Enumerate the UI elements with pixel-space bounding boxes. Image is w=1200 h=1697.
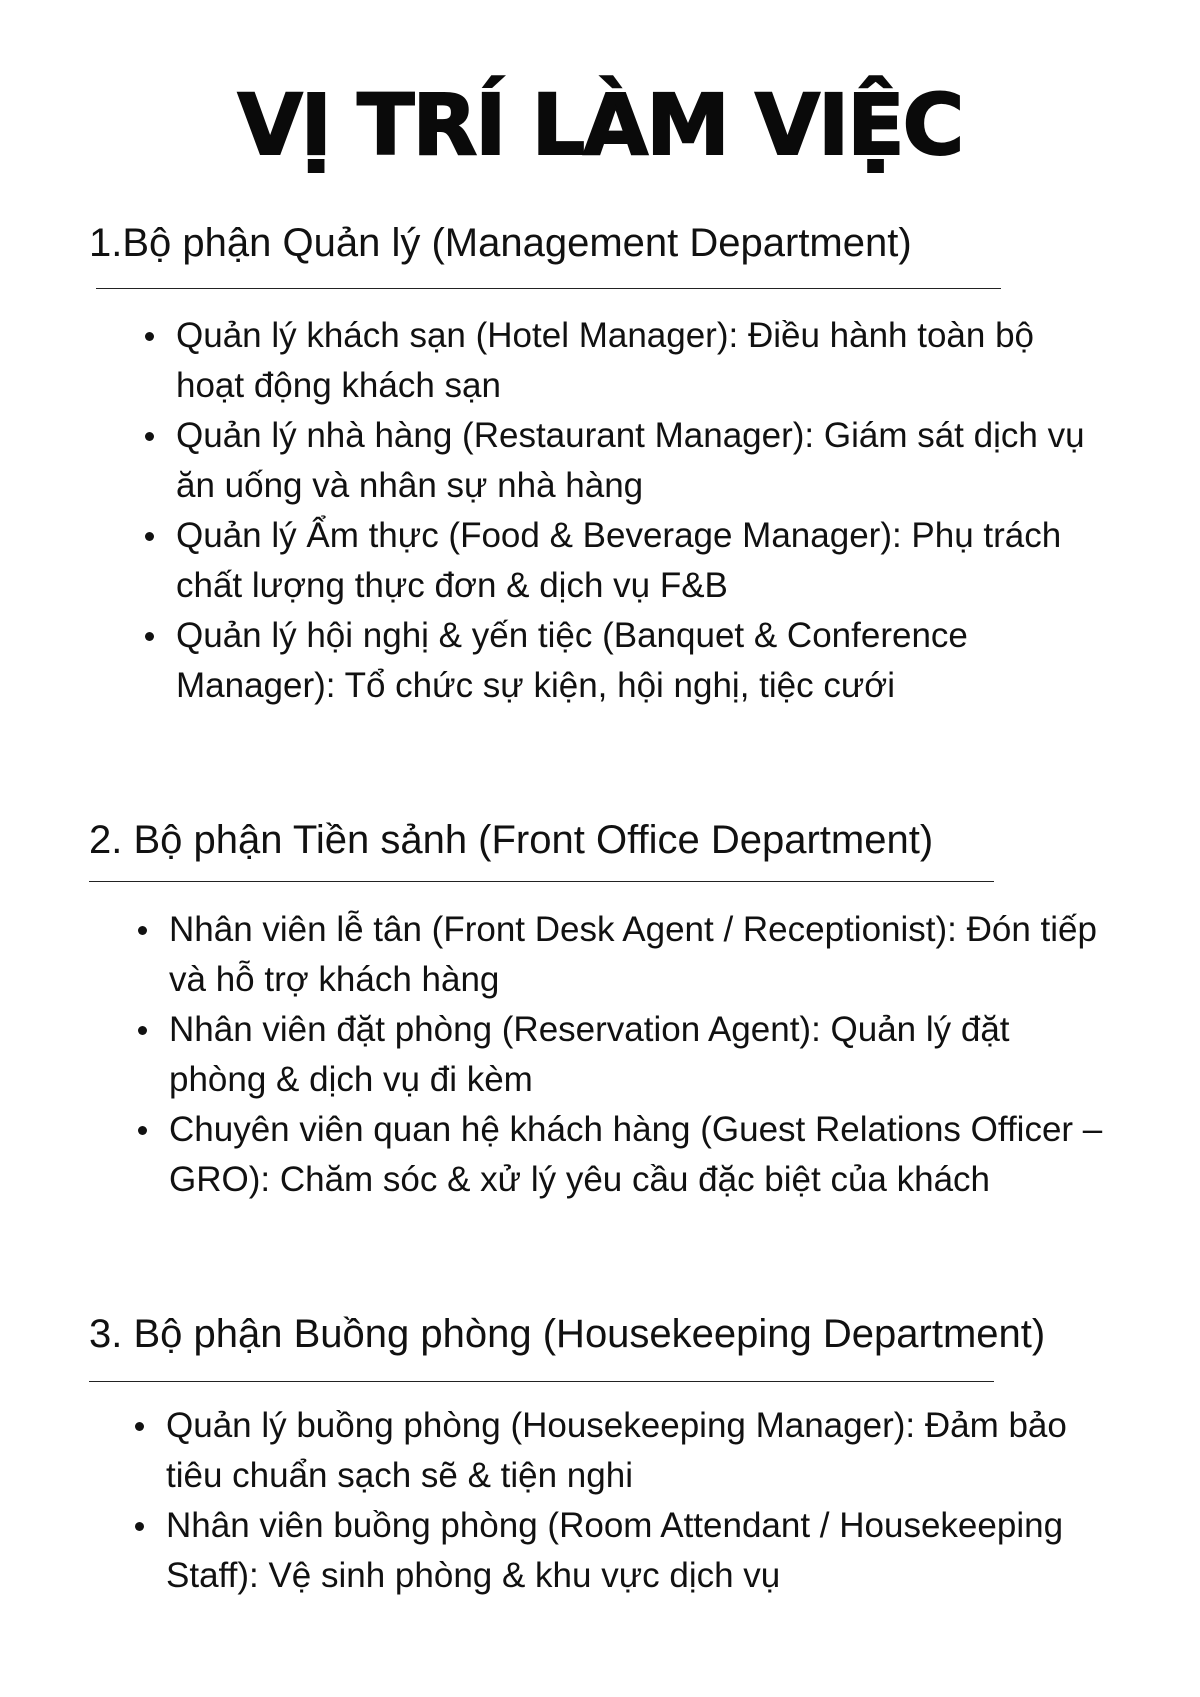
section-management bbox=[0, 218, 1200, 711]
bullet-icon bbox=[138, 1126, 147, 1135]
item-line: GRO): Chăm sóc & xử lý yêu cầu đặc biệt của khách bbox=[169, 1160, 990, 1199]
list-item bbox=[0, 311, 1136, 411]
section-heading: 3. Bộ phận Buồng phòng (Housekeeping Department) bbox=[89, 1312, 1046, 1356]
item-line: Chuyên viên quan hệ khách hàng (Guest Relations Officer – bbox=[169, 1110, 1103, 1149]
section-housekeeping bbox=[0, 1309, 1200, 1601]
bullet-icon bbox=[145, 632, 154, 641]
list-item bbox=[0, 511, 1136, 611]
item-line: tiêu chuẩn sạch sẽ & tiện nghi bbox=[166, 1456, 633, 1495]
item-line: chất lượng thực đơn & dịch vụ F&B bbox=[176, 566, 728, 605]
position-list bbox=[0, 905, 1200, 1205]
list-item bbox=[0, 1401, 1146, 1501]
position-list bbox=[0, 311, 1200, 711]
bullet-icon bbox=[138, 1026, 147, 1035]
list-item bbox=[0, 611, 1136, 711]
bullet-icon bbox=[145, 532, 154, 541]
page-title: VỊ TRÍ LÀM VIỆC bbox=[237, 76, 963, 174]
item-line: Manager): Tổ chức sự kiện, hội nghị, tiệc cưới bbox=[176, 666, 896, 705]
heading-underline bbox=[89, 1381, 994, 1382]
item-line: Quản lý nhà hàng (Restaurant Manager): Giám sát dịch vụ bbox=[176, 416, 1085, 455]
heading-underline bbox=[89, 881, 994, 882]
item-line: Nhân viên đặt phòng (Reservation Agent): Quản lý đặt bbox=[169, 1010, 1010, 1049]
item-line: Staff): Vệ sinh phòng & khu vực dịch vụ bbox=[166, 1556, 781, 1595]
section-heading: 2. Bộ phận Tiền sảnh (Front Office Department) bbox=[89, 818, 934, 862]
list-item bbox=[0, 411, 1136, 511]
bullet-icon bbox=[145, 432, 154, 441]
item-line: ăn uống và nhân sự nhà hàng bbox=[176, 466, 644, 505]
heading-underline bbox=[96, 288, 1001, 289]
section-heading: 1.Bộ phận Quản lý (Management Department) bbox=[89, 221, 912, 265]
bullet-icon bbox=[135, 1522, 144, 1531]
list-item bbox=[0, 1501, 1146, 1601]
item-line: Nhân viên buồng phòng (Room Attendant / Housekeeping bbox=[166, 1506, 1064, 1545]
list-item bbox=[0, 905, 1159, 1005]
item-line: Quản lý buồng phòng (Housekeeping Manager): Đảm bảo bbox=[166, 1406, 1067, 1445]
item-line: Quản lý khách sạn (Hotel Manager): Điều hành toàn bộ bbox=[176, 316, 1035, 355]
item-line: Nhân viên lễ tân (Front Desk Agent / Receptionist): Đón tiếp bbox=[169, 910, 1097, 949]
bullet-icon bbox=[138, 926, 147, 935]
item-line: Quản lý Ẩm thực (Food & Beverage Manager): Phụ trách bbox=[176, 516, 1062, 555]
section-front-office bbox=[0, 815, 1200, 1205]
item-line: Quản lý hội nghị & yến tiệc (Banquet & Conference bbox=[176, 616, 968, 655]
bullet-icon bbox=[145, 332, 154, 341]
item-line: và hỗ trợ khách hàng bbox=[169, 960, 500, 999]
list-item bbox=[0, 1105, 1159, 1205]
list-item bbox=[0, 1005, 1159, 1105]
bullet-icon bbox=[135, 1422, 144, 1431]
position-list bbox=[0, 1401, 1200, 1601]
item-line: hoạt động khách sạn bbox=[176, 366, 501, 405]
item-line: phòng & dịch vụ đi kèm bbox=[169, 1060, 533, 1099]
